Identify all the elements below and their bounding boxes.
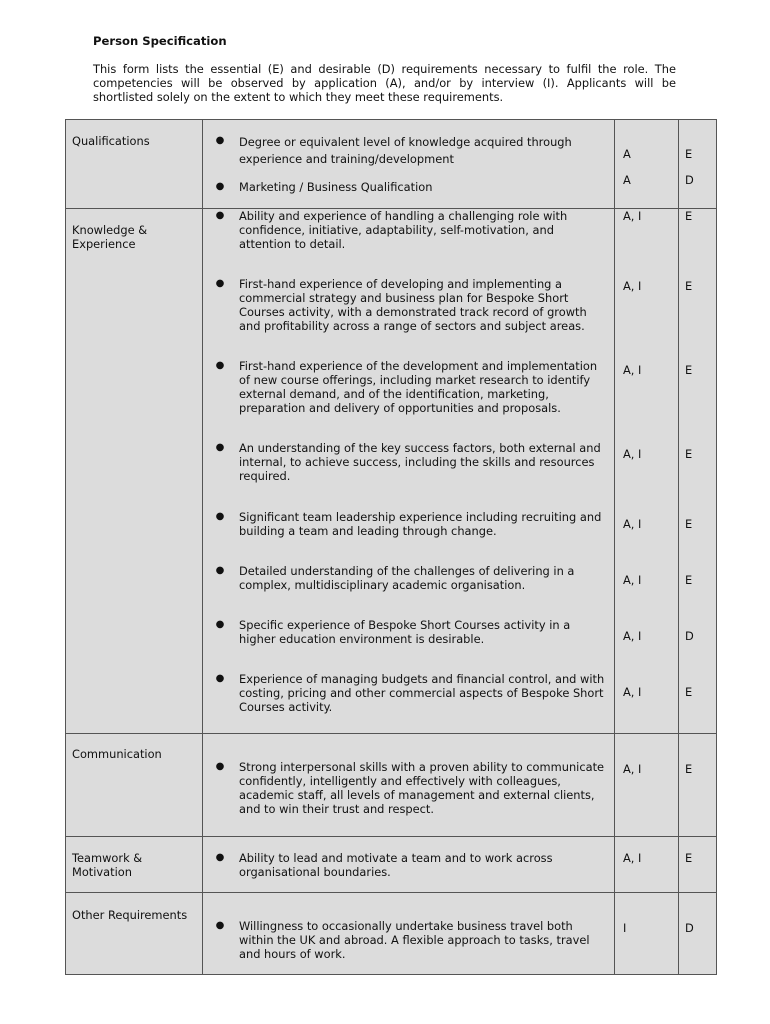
requirement-level: E: [685, 685, 693, 699]
bullet-icon: ●: [215, 210, 225, 221]
bullet-icon: ●: [215, 278, 225, 289]
column-divider: [202, 119, 203, 975]
requirement-level: D: [685, 629, 694, 643]
assessment-method: A, I: [623, 447, 642, 461]
assessment-method: A, I: [623, 851, 642, 865]
requirement-level: D: [685, 173, 694, 187]
row-divider: [65, 836, 717, 837]
table-border-left: [65, 119, 66, 975]
assessment-method: A: [623, 173, 631, 187]
requirement-level: E: [685, 851, 693, 865]
bullet-icon: ●: [215, 442, 225, 453]
category-teamwork-motivation: Teamwork & Motivation: [72, 851, 143, 879]
requirement-text: Strong interpersonal skills with a proven ability to communicate confidently, intelligently and effectively with colleagues, academic staff, all levels of management and external clients, and to win their trust and respect.: [239, 760, 605, 816]
bullet-icon: ●: [215, 920, 225, 931]
assessment-method: I: [623, 921, 627, 935]
category-communication: Communication: [72, 747, 162, 761]
page-title: Person Specification: [93, 34, 227, 48]
requirement-text: Ability and experience of handling a challenging role with confidence, initiative, adaptability, self-motivation, and attention to detail.: [239, 209, 568, 251]
bullet-icon: ●: [215, 135, 225, 146]
requirement-level: E: [685, 762, 693, 776]
requirement-text: Degree or equivalent level of knowledge acquired through experience and training/development: [239, 135, 572, 166]
category-knowledge-experience: Knowledge & Experience: [72, 223, 148, 251]
assessment-method: A: [623, 147, 631, 161]
assessment-method: A, I: [623, 279, 642, 293]
requirement-text: Marketing / Business Qualification: [239, 180, 433, 194]
requirement-level: E: [685, 209, 693, 223]
requirement-level: E: [685, 147, 693, 161]
requirement-level: D: [685, 921, 694, 935]
bullet-icon: ●: [215, 619, 225, 630]
bullet-icon: ●: [215, 761, 225, 772]
requirement-text: Experience of managing budgets and financial control, and with costing, pricing and other commercial aspects of Bespoke Short Courses activity.: [239, 672, 605, 714]
bullet-icon: ●: [215, 511, 225, 522]
assessment-method: A, I: [623, 209, 642, 223]
bullet-icon: ●: [215, 181, 225, 192]
assessment-method: A, I: [623, 629, 642, 643]
bullet-icon: ●: [215, 565, 225, 576]
row-divider: [65, 733, 717, 734]
category-other-requirements: Other Requirements: [72, 908, 188, 922]
bullet-icon: ●: [215, 360, 225, 371]
intro-paragraph: This form lists the essential (E) and desirable (D) requirements necessary to fulfil the role. The competencies will be observed by application (A), and/or by interview (I). Applicants will be shortlisted solely on the extent to which they meet these requirements.: [93, 62, 676, 104]
column-divider: [614, 119, 615, 975]
category-qualifications: Qualifications: [72, 134, 150, 148]
requirement-text: An understanding of the key success factors, both external and internal, to achieve success, including the skills and resources required.: [239, 441, 601, 483]
assessment-method: A, I: [623, 517, 642, 531]
table-border-bottom: [65, 974, 717, 975]
requirement-text: Willingness to occasionally undertake business travel both within the UK and abroad. A flexible approach to tasks, travel and hours of work.: [239, 919, 590, 961]
assessment-method: A, I: [623, 762, 642, 776]
requirement-level: E: [685, 517, 693, 531]
requirement-level: E: [685, 279, 693, 293]
assessment-method: A, I: [623, 363, 642, 377]
table-border-top: [65, 119, 717, 120]
requirement-text: First-hand experience of developing and implementing a commercial strategy and business plan for Bespoke Short Courses activity, with a demonstrated track record of growth and profitability across a range of sectors and subject areas.: [239, 277, 587, 333]
requirement-level: E: [685, 363, 693, 377]
requirement-text: Specific experience of Bespoke Short Courses activity in a higher education environment is desirable.: [239, 618, 571, 646]
requirement-level: E: [685, 573, 693, 587]
specification-table: [65, 119, 717, 975]
bullet-icon: ●: [215, 852, 225, 863]
bullet-icon: ●: [215, 673, 225, 684]
row-divider: [65, 892, 717, 893]
assessment-method: A, I: [623, 685, 642, 699]
requirement-text: First-hand experience of the development and implementation of new course offerings, including market research to identify external demand, and of the identification, marketing, preparation and delivery of opportunities and proposals.: [239, 359, 598, 415]
assessment-method: A, I: [623, 573, 642, 587]
table-border-right: [716, 119, 717, 975]
column-divider: [678, 119, 679, 975]
requirement-text: Ability to lead and motivate a team and to work across organisational boundaries.: [239, 851, 553, 879]
requirement-text: Significant team leadership experience including recruiting and building a team and leading through change.: [239, 510, 602, 538]
requirement-level: E: [685, 447, 693, 461]
requirement-text: Detailed understanding of the challenges of delivering in a complex, multidisciplinary academic organisation.: [239, 564, 575, 592]
